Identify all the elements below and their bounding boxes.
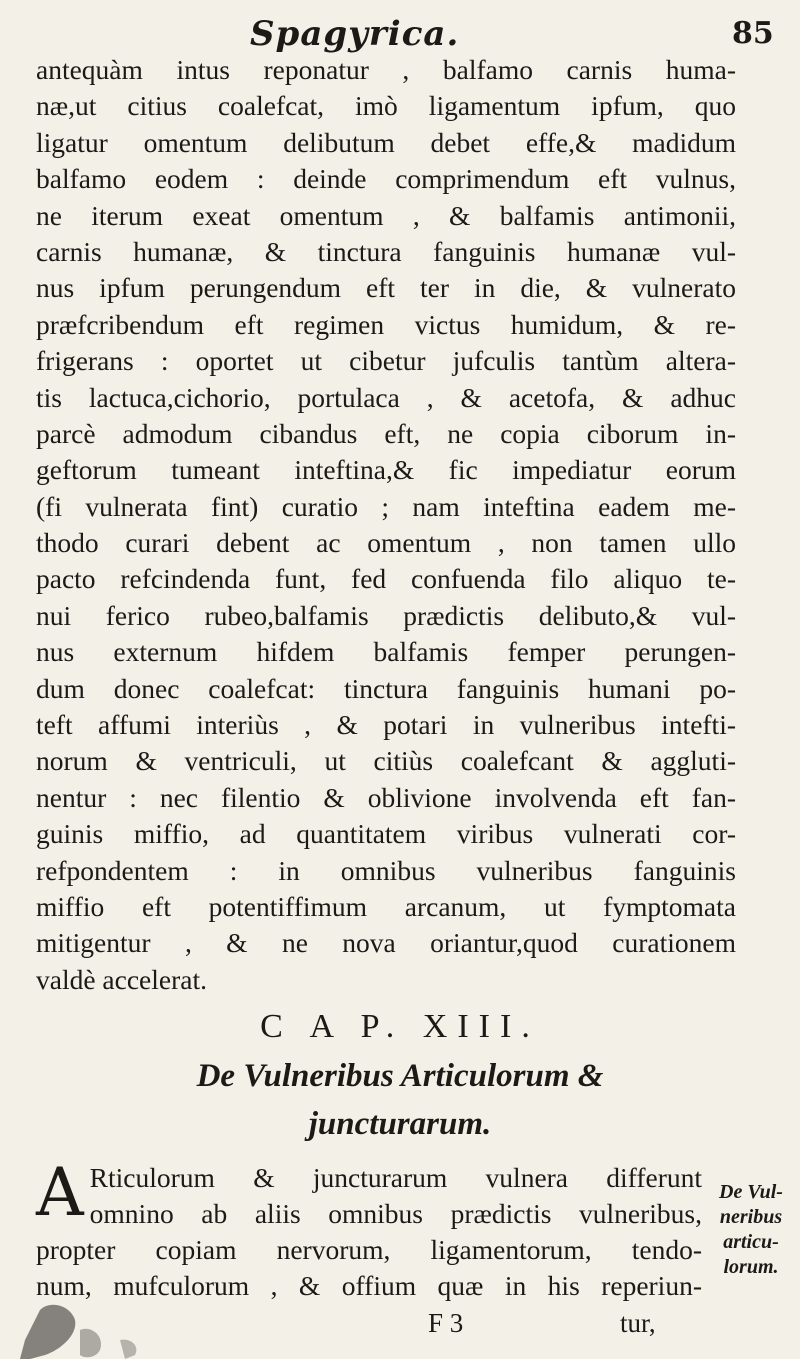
- text-line: præfcribendum eft regimen victus humidum, & re-: [36, 308, 736, 340]
- chapter-title-line: juncturarum.: [308, 1106, 492, 1142]
- catchword: tur,: [620, 1308, 656, 1338]
- text-line: balfamo eodem : deinde comprimendum eft vulnus,: [36, 163, 736, 195]
- text-line: nus externum hifdem balfamis femper perungen-: [36, 636, 736, 668]
- text-line: thodo curari debent ac omentum , non tamen ullo: [36, 527, 736, 559]
- text-line: Rticulorum & juncturarum vulnera differunt: [89, 1162, 702, 1193]
- running-head: [0, 10, 800, 58]
- text-line: num, mufculorum , & offium quæ in his reperiun-: [36, 1270, 702, 1301]
- chapter-title-line: De Vulneribus Articulorum &: [196, 1058, 604, 1094]
- paragraph-new: [36, 1154, 702, 1304]
- text-line: propter copiam nervorum, ligamentorum, tendo-: [36, 1234, 702, 1265]
- text-line: norum & ventriculi, ut citiùs coalefcant & aggluti-: [36, 745, 736, 777]
- signature-mark: F 3: [428, 1308, 464, 1338]
- text-line: valdè accelerat.: [36, 963, 207, 995]
- marginal-note-line: lorum.: [723, 1256, 779, 1278]
- text-line: dum donec coalefcat: tinctura fanguinis humani po-: [36, 672, 736, 704]
- text-line: parcè admodum cibandus eft, ne copia ciborum in-: [36, 417, 736, 449]
- text-line: antequàm intus reponatur , balfamo carnis huma-: [36, 54, 736, 85]
- text-line: tis lactuca,cichorio, portulaca , & acetofa, & adhuc: [36, 381, 736, 413]
- text-line: ne iterum exeat omentum , & balfamis antimonii,: [36, 199, 736, 231]
- marginal-note-line: articu-: [723, 1231, 779, 1253]
- marginal-note-line: neribus: [719, 1206, 783, 1228]
- ink-smudge: [20, 1300, 170, 1359]
- text-line: guinis miffio, ad quantitatem viribus vulnerati cor-: [36, 818, 736, 850]
- text-line: miffio eft potentiffimum arcanum, ut fymptomata: [36, 890, 736, 922]
- text-line: (fi vulnerata fint) curatio ; nam inteftina eadem me-: [36, 490, 736, 522]
- text-line: refpondentem : in omnibus vulneribus fanguinis: [36, 854, 736, 886]
- chapter-heading: C A P. XIII.: [260, 1008, 540, 1045]
- text-line: frigerans : oportet ut cibetur jufculis tantùm altera-: [36, 345, 736, 377]
- text-line: mitigentur , & ne nova oriantur,quod curationem: [36, 927, 736, 959]
- text-line: nus ipfum perungendum eft ter in die, & vulnerato: [36, 272, 736, 304]
- text-line: omnino ab aliis omnibus prædictis vulneribus,: [89, 1198, 702, 1229]
- text-line: teft affumi interiùs , & potari in vulneribus intefti-: [36, 709, 736, 741]
- text-line: nui ferico rubeo,balfamis prædictis delibuto,& vul-: [36, 599, 736, 631]
- marginal-note: [706, 1180, 796, 1280]
- drop-cap: A: [36, 1154, 84, 1231]
- text-line: næ,ut citius coalefcat, imò ligamentum ipfum, quo: [36, 90, 736, 122]
- text-line: pacto refcindenda funt, fed confuenda filo aliquo te-: [36, 563, 736, 595]
- text-line: nentur : nec filentio & oblivione involvenda eft fan-: [36, 781, 736, 813]
- text-line: carnis humanæ, & tinctura fanguinis humanæ vul-: [36, 235, 736, 267]
- text-line: ligatur omentum delibutum debet effe,& madidum: [36, 126, 736, 158]
- paragraph-continued: [36, 52, 736, 998]
- running-title: Spagyrica.: [250, 14, 460, 54]
- page-number: 85: [732, 16, 774, 51]
- marginal-note-line: De Vul-: [719, 1181, 783, 1203]
- text-line: geftorum tumeant inteftina,& fic impediatur eorum: [36, 454, 736, 486]
